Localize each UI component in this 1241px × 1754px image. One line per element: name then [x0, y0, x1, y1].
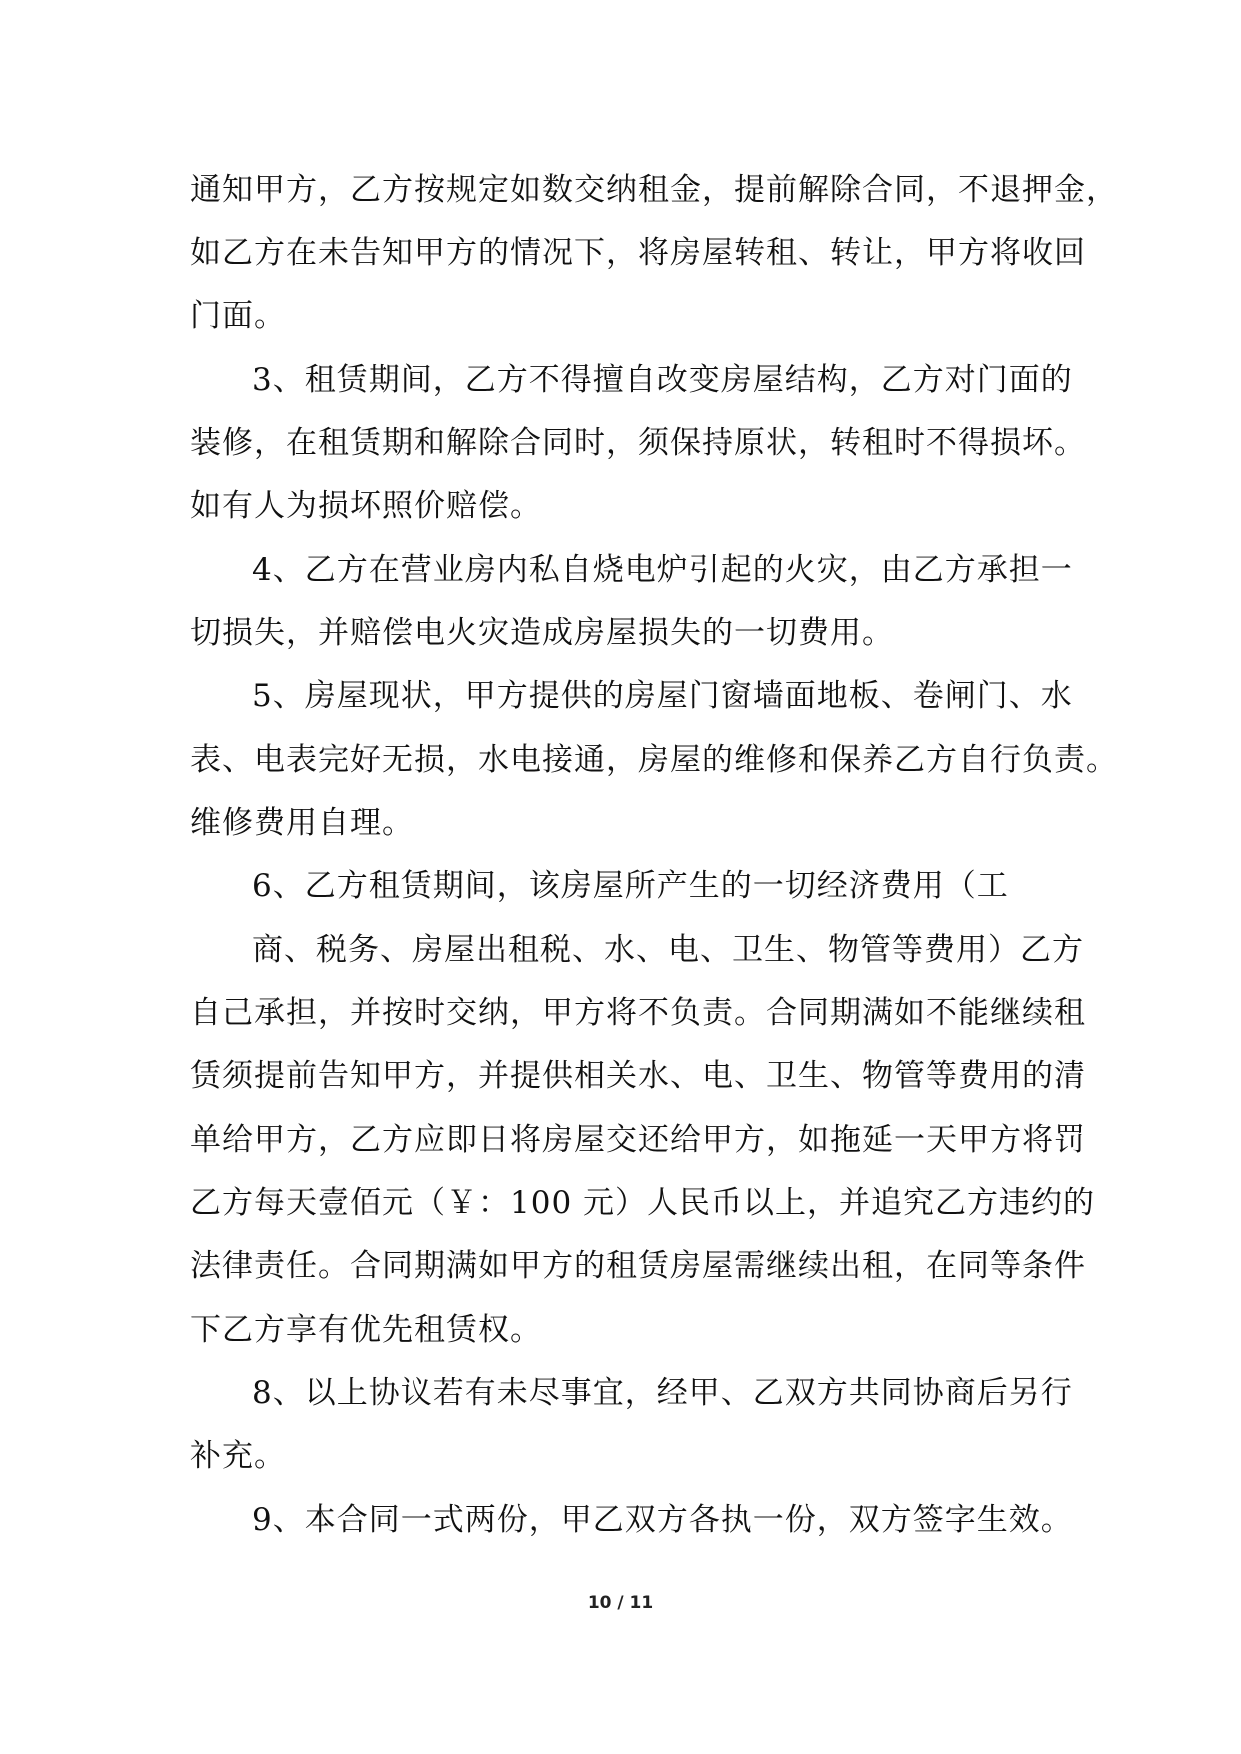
body-text-line: 门面。	[190, 298, 286, 334]
body-text-line: 下乙方享有优先租赁权。	[190, 1312, 542, 1348]
clause-3-line: 3、租赁期间，乙方不得擅自改变房屋结构，乙方对门面的	[252, 362, 1073, 398]
body-text-line: 表、电表完好无损，水电接通，房屋的维修和保养乙方自行负责。	[190, 742, 1118, 778]
clause-4-line: 4、乙方在营业房内私自烧电炉引起的火灾，由乙方承担一	[252, 552, 1073, 588]
body-text-line: 补充。	[190, 1438, 286, 1474]
body-text-line: 单给甲方，乙方应即日将房屋交还给甲方，如拖延一天甲方将罚	[190, 1122, 1086, 1158]
body-text-line: 如有人为损坏照价赔偿。	[190, 488, 542, 524]
body-text-line: 维修费用自理。	[190, 805, 414, 841]
body-text-line: 赁须提前告知甲方，并提供相关水、电、卫生、物管等费用的清	[190, 1058, 1086, 1094]
body-text-line: 乙方每天壹佰元（￥：100 元）人民币以上，并追究乙方违约的	[190, 1185, 1096, 1221]
body-text-line: 通知甲方，乙方按规定如数交纳租金，提前解除合同，不退押金，	[190, 172, 1118, 208]
clause-6-line: 6、乙方租赁期间，该房屋所产生的一切经济费用（工	[252, 868, 1009, 904]
clause-5-line: 5、房屋现状，甲方提供的房屋门窗墙面地板、卷闸门、水	[252, 678, 1073, 714]
clause-8-line: 8、以上协议若有未尽事宜，经甲、乙双方共同协商后另行	[252, 1375, 1073, 1411]
body-text-line: 装修，在租赁期和解除合同时，须保持原状，转租时不得损坏。	[190, 425, 1086, 461]
page-number: 10 / 11	[587, 1593, 654, 1613]
body-text-line: 法律责任。合同期满如甲方的租赁房屋需继续出租，在同等条件	[190, 1248, 1086, 1284]
body-text-line: 如乙方在未告知甲方的情况下，将房屋转租、转让，甲方将收回	[190, 235, 1086, 271]
body-text-line: 切损失，并赔偿电火灾造成房屋损失的一切费用。	[190, 615, 894, 651]
body-text-line: 商、税务、房屋出租税、水、电、卫生、物管等费用）乙方	[252, 932, 1084, 968]
clause-9-line: 9、本合同一式两份，甲乙双方各执一份，双方签字生效。	[252, 1502, 1073, 1538]
body-text-line: 自己承担，并按时交纳，甲方将不负责。合同期满如不能继续租	[190, 995, 1086, 1031]
